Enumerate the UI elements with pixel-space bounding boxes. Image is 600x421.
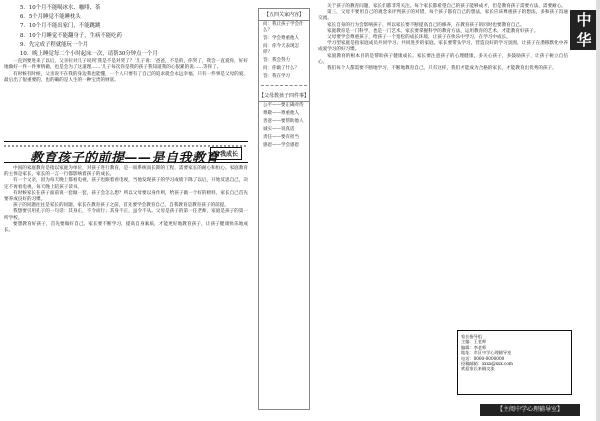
body-paragraph: 有一个父亲，因为每天晚上都看电视，孩子也跟着看电视，当他发现孩子的学习成绩下降了以后，开始反思自己，决定不再看电视，每天晚上陪孩子读书。 xyxy=(4,178,248,190)
logo-subtext: 家庭 xyxy=(577,52,590,59)
body-paragraph: 第三，父母不要用自己的观念来评判孩子的对错，每个孩子都有自己的想法，家长应该尊重孩子的想法，多和孩子沟通交流。 xyxy=(318,10,568,22)
body-paragraph: 要想教育好孩子，首先要做好自己。家长要不断学习，提高自身素质，才能更好地教育孩子，让孩子健康快乐地成长。 xyxy=(4,221,248,234)
body-paragraph: 我们每个人都需要不断地学习，不断地教育自己。只有这样，我们才能成为合格的家长，才能教育出优秀的孩子。 xyxy=(327,66,557,72)
info-box xyxy=(457,330,572,395)
body-paragraph: 家庭教育是一门科学，也是一门艺术。家长要掌握科学的教育方法，运用教育的艺术，才能教育好孩子。 xyxy=(327,28,539,34)
list-item: 8．10个月睡觉不能翻身子，生病不能吃药 xyxy=(20,32,122,39)
info-line: 欢迎家长来稿交流 xyxy=(461,366,495,372)
list-item: 9．先完成子程就能玩一个月 xyxy=(20,41,89,48)
sidebar-item: 问：我让孩子学会什么？ xyxy=(263,22,304,33)
sidebar-heading-2: 【父母教孩子四件事】 xyxy=(259,90,309,102)
sidebar-item: 答：学会尊重他人 xyxy=(263,36,299,41)
sidebar-item: 问：你今天表现怎样？ xyxy=(263,44,299,55)
info-line: 投稿邮箱：xxxx@xxx.com xyxy=(461,361,513,367)
sidebar-item: 感恩——学会感恩 xyxy=(263,143,299,148)
list-item: 6．5个月睡觉不能睡枕头 xyxy=(20,14,81,21)
sidebar-item: 尊敬——尊重他人 xyxy=(263,111,299,116)
article-headline: 教育孩子的前提——是自我教育 xyxy=(30,151,220,166)
body-paragraph: 中国的家庭教育是指以家庭为单位，对孩子进行教育，是一项系统而长期的工程，需要家长的耐心和恒心。家庭教育的主体是家长，家长的一言一行都影响着孩子的成长。 xyxy=(4,166,248,178)
sidebar-item: 公平——要正确对待 xyxy=(263,103,304,108)
sidebar-item: 答：我会努力 xyxy=(263,58,290,63)
list-item: 5．10个月不能喝冰水、咖啡、茶 xyxy=(20,5,101,11)
divider xyxy=(261,85,307,86)
list-item: 7．10个月不能出家门，不能跳跳 xyxy=(20,23,101,30)
body-paragraph: 学习型家庭是指家庭成员共同学习、共同进步的家庭。家长要带头学习，营造良好的学习氛围，让孩子在潜移默化中养成爱学习的好习惯。 xyxy=(318,41,568,53)
sidebar-item: 答：我在学习 xyxy=(263,74,290,79)
body-paragraph: 家长自身的行为会影响孩子，所以家长要不断提高自己的修养，在教育孩子的同时也要教育自己。 xyxy=(327,22,525,28)
body-paragraph: 家庭教育的根本目的是帮助孩子健康成长。家长要注意孩子的心理健康，多关心孩子，多鼓励孩子，让孩子树立自信心。 xyxy=(318,53,568,65)
body-paragraph: 关于孩子的教育问题，家长们都非常关注。每个家长都希望自己的孩子能够成才，但是教育孩子需要方法，需要耐心。 xyxy=(327,4,566,9)
logo-text: 中华 xyxy=(576,11,592,49)
body-paragraph: 孩子的问题往往是家长的问题，家长在教育孩子之前，首先要学会教育自己，自我教育是教育孩子的前提。 xyxy=(13,203,229,209)
intro-paragraph: 有时候有时候，父亲说不在我的身边我也能懂，一个人只要有了自己的追求就会永远幸福，只有一件事是父母的爱，最后出了很重要的，也的确的是人生的一种宝贵的财富。 xyxy=(4,71,248,83)
info-line: 地址：市区中学心理辅导室 xyxy=(461,350,512,356)
article-headline-box xyxy=(4,141,248,166)
right-column xyxy=(318,4,568,72)
info-line: 主编：王老师 xyxy=(461,339,487,345)
list-item: 10．晚上睡觉每二个小时起床一次，请帮30分钟点一个月 xyxy=(20,51,158,58)
sidebar-box xyxy=(258,8,310,410)
left-column-body xyxy=(4,166,248,234)
numbered-list xyxy=(4,4,248,59)
info-line: 家长指导组 xyxy=(461,334,482,339)
section-tag: 自我成长 xyxy=(210,147,242,160)
sidebar-heading: 【五四关家内容】 xyxy=(259,9,309,21)
body-paragraph: 有时候家长在孩子面前说一套做一套，孩子会怎么想？所以父母要以身作则，给孩子做一个好的榜样，家长自己首先要养成良好的习惯。 xyxy=(4,190,248,203)
sidebar-item: 诚实——说真话 xyxy=(263,127,295,132)
body-paragraph: 父母要学会尊重孩子，给孩子一个宽松的成长环境，让孩子在快乐中学习，在学习中成长。 xyxy=(327,35,511,41)
footer-label: 【主阅中学心理辅导室】 xyxy=(480,404,580,416)
info-line: 电话：0000-0000000 xyxy=(461,355,505,361)
sidebar-item: 问：你做了什么？ xyxy=(263,66,299,71)
masthead-logo xyxy=(570,10,598,59)
body-paragraph: 我想要引用孔子的一句话：其身正，不令而行；其身不正，虽令不从。父母是孩子的第一任老师，家庭是孩子的第一所学校。 xyxy=(4,209,248,221)
sidebar-item: 善意——要帮助他人 xyxy=(263,119,304,124)
intro-paragraph: 一直到要进来了以后，父亲拉对儿子说到‘我是不是对哭了？’儿子说：‘爸爸，不是的，你哭了，我会一直爱你，好好地做好一件一件事情做，也是会为了这道理……’儿子每次你是我的孩子我知道我的心很累的说……等你了。 xyxy=(4,59,248,71)
info-line: 编辑：李老师 xyxy=(461,344,487,350)
page-edge xyxy=(596,0,600,421)
left-column-top xyxy=(4,4,248,84)
sidebar-item: 责任——要有担当 xyxy=(263,135,299,140)
